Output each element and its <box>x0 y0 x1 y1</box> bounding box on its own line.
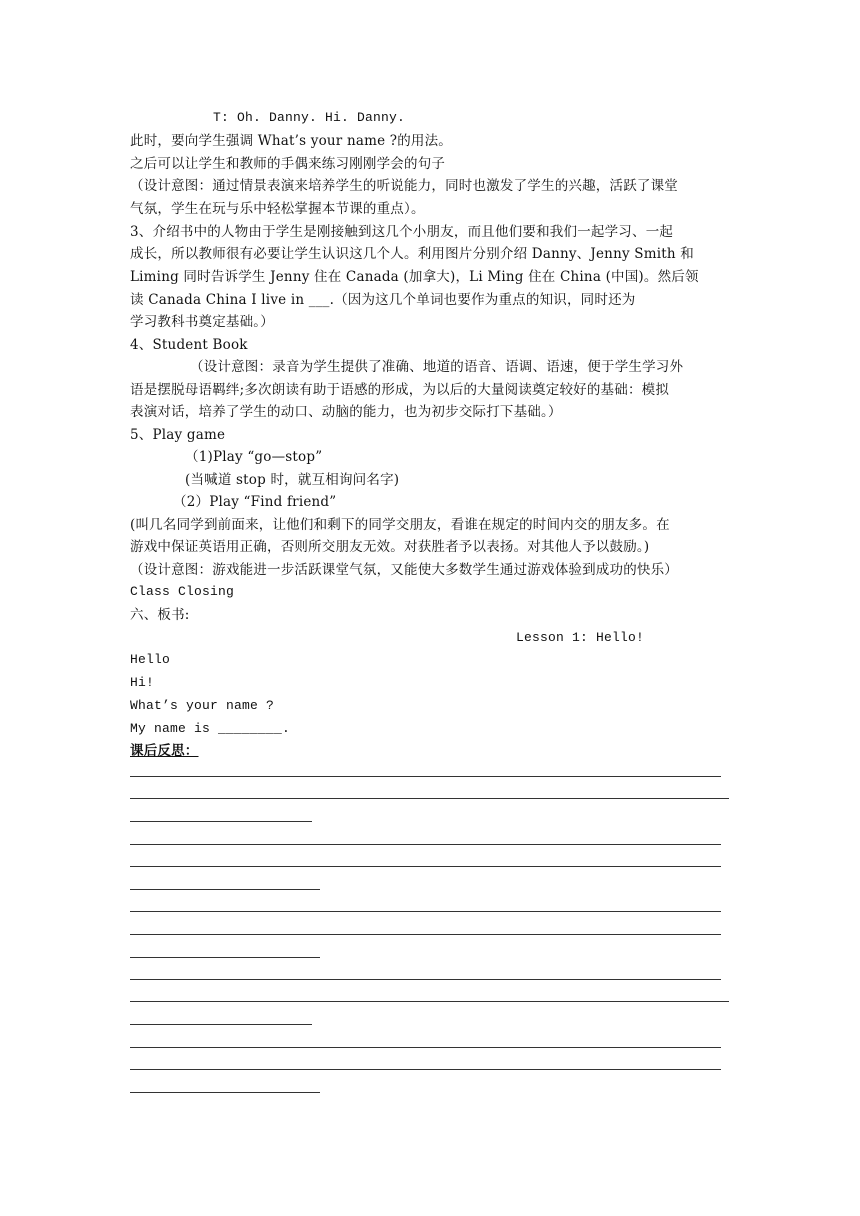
writing-line <box>130 798 729 799</box>
blackboard-line: Hi! <box>130 675 155 690</box>
text-line: 读 Canada China I live in ___.（因为这几个单词也要作为重点的知识，同时还为 <box>130 292 636 308</box>
game-item: （1)Play “go—stop” <box>185 449 323 465</box>
blackboard-line: What’s your name ? <box>130 698 275 713</box>
writing-line <box>130 957 320 958</box>
writing-line <box>130 821 312 822</box>
game-item: （2）Play “Find friend” <box>173 494 337 510</box>
text-line: 成长，所以教师很有必要让学生认识这几个人。利用图片分别介绍 Danny、Jenny Smith 和 <box>130 246 694 262</box>
writing-line <box>130 934 721 935</box>
text-line: （设计意图：通过情景表演来培养学生的听说能力，同时也激发了学生的兴趣，活跃了课堂 <box>130 178 678 194</box>
text-line: （设计意图：游戏能进一步活跃课堂气氛，又能使大多数学生通过游戏体验到成功的快乐） <box>130 562 678 578</box>
blackboard-line: My name is ________. <box>130 721 291 736</box>
section-heading: Class Closing <box>130 584 235 599</box>
text-line: 此时，要向学生强调 What’s your name ?的用法。 <box>130 133 453 149</box>
text-line: 3、介绍书中的人物由于学生是刚接触到这几个小朋友，而且他们要和我们一起学习、一起 <box>130 224 674 240</box>
dialog-line: T: Oh. Danny. Hi. Danny. <box>213 110 406 125</box>
writing-line <box>130 1001 729 1002</box>
text-line: 之后可以让学生和教师的手偶来练习刚刚学会的句子 <box>130 156 446 172</box>
section-heading: 六、板书: <box>130 607 190 623</box>
text-line: 语是摆脱母语羁绊;多次朗读有助于语感的形成，为以后的大量阅读奠定较好的基础：模拟 <box>130 382 670 398</box>
writing-line <box>130 866 721 867</box>
writing-line <box>130 776 721 777</box>
text-line: 气氛，学生在玩与乐中轻松掌握本节课的重点）。 <box>130 201 425 217</box>
writing-line <box>130 1047 721 1048</box>
writing-line <box>130 1092 320 1093</box>
blackboard-line: Hello <box>130 652 171 667</box>
text-line: Liming 同时告诉学生 Jenny 住在 Canada (加拿大)，Li Ming 住在 China (中国)。然后领 <box>130 269 699 285</box>
text-line: (叫几名同学到前面来，让他们和剩下的同学交朋友，看谁在规定的时间内交的朋友多。在 <box>130 517 670 533</box>
blackboard-title: Lesson 1: Hello! <box>516 630 645 645</box>
section-heading: 5、Play game <box>130 427 226 443</box>
text-line: (当喊道 stop 时，就互相询问名字) <box>185 472 400 488</box>
section-heading: 4、Student Book <box>130 337 248 353</box>
writing-line <box>130 889 320 890</box>
writing-line <box>130 1069 721 1070</box>
writing-line <box>130 1024 312 1025</box>
text-line: 游戏中保证英语用正确，否则所交朋友无效。对获胜者予以表扬。对其他人予以鼓励。) <box>130 539 650 555</box>
writing-line <box>130 911 721 912</box>
text-line: 表演对话，培养了学生的动口、动脑的能力，也为初步交际打下基础。） <box>130 404 562 420</box>
reflection-heading: 课后反思： <box>130 743 199 759</box>
text-line: （设计意图：录音为学生提供了准确、地道的语音、语调、语速，便于学生学习外 <box>190 359 684 375</box>
writing-line <box>130 844 721 845</box>
writing-line <box>130 979 721 980</box>
text-line: 学习教科书奠定基础。） <box>130 314 274 330</box>
